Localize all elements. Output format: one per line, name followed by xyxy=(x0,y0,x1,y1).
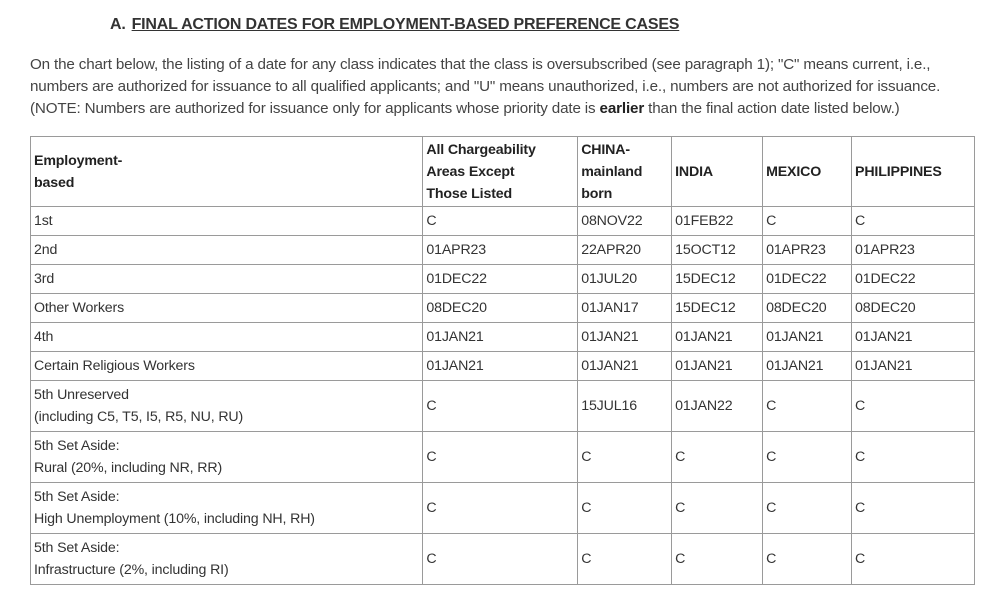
header-china: CHINA- mainland born xyxy=(578,137,672,207)
date-cell-mexico: C xyxy=(763,207,852,236)
category-line: 5th Set Aside: xyxy=(34,489,120,505)
table-row xyxy=(31,483,975,534)
date-cell-mexico: 01JAN21 xyxy=(763,323,852,352)
date-cell-india: C xyxy=(672,432,763,483)
date-cell-mexico: 01APR23 xyxy=(763,236,852,265)
final-action-dates-table xyxy=(30,136,975,585)
section-heading xyxy=(110,16,679,34)
intro-text-part1: On the chart below, the listing of a date for any class indicates that the class is oversubscribed (see paragraph 1); "C" means current, i.e., numbers are authorized for issuance to all qualified applicants; and "U" means unauthorized, i.e., numbers are not authorized for issuance. (NOTE: Numbers are authorized for issuance only for applicants whose priority date is xyxy=(30,56,941,117)
table-row xyxy=(31,265,975,294)
date-cell-mexico: C xyxy=(763,432,852,483)
category-line: 4th xyxy=(34,329,54,345)
date-cell-mexico: C xyxy=(763,483,852,534)
category-cell xyxy=(31,534,423,585)
date-cell-philippines: C xyxy=(852,432,975,483)
table-row xyxy=(31,381,975,432)
date-cell-india: 01JAN21 xyxy=(672,352,763,381)
category-cell xyxy=(31,294,423,323)
table-body xyxy=(31,207,975,585)
date-cell-china: 22APR20 xyxy=(578,236,672,265)
category-line: 5th Unreserved xyxy=(34,387,129,403)
category-line: High Unemployment (10%, including NH, RH) xyxy=(34,511,315,527)
date-cell-china: C xyxy=(578,483,672,534)
table-row xyxy=(31,236,975,265)
category-line: (including C5, T5, I5, R5, NU, RU) xyxy=(34,409,244,425)
date-cell-mexico: 08DEC20 xyxy=(763,294,852,323)
category-cell xyxy=(31,236,423,265)
date-cell-philippines: C xyxy=(852,207,975,236)
category-line: Rural (20%, including NR, RR) xyxy=(34,460,223,476)
category-line: Infrastructure (2%, including RI) xyxy=(34,562,229,578)
date-cell-all: 01JAN21 xyxy=(423,323,578,352)
date-cell-philippines: 01JAN21 xyxy=(852,323,975,352)
category-line: 5th Set Aside: xyxy=(34,438,120,454)
date-cell-china: 01JAN21 xyxy=(578,352,672,381)
date-cell-all: C xyxy=(423,534,578,585)
category-cell xyxy=(31,352,423,381)
date-cell-india: 01JAN21 xyxy=(672,323,763,352)
date-cell-all: C xyxy=(423,483,578,534)
date-cell-all: C xyxy=(423,207,578,236)
date-cell-philippines: C xyxy=(852,381,975,432)
date-cell-china: 08NOV22 xyxy=(578,207,672,236)
table-row xyxy=(31,352,975,381)
date-cell-mexico: 01JAN21 xyxy=(763,352,852,381)
date-cell-all: 01JAN21 xyxy=(423,352,578,381)
date-cell-india: 15DEC12 xyxy=(672,294,763,323)
date-cell-all: C xyxy=(423,381,578,432)
date-cell-china: 01JAN17 xyxy=(578,294,672,323)
date-cell-all: 01DEC22 xyxy=(423,265,578,294)
date-cell-mexico: 01DEC22 xyxy=(763,265,852,294)
date-cell-india: 01JAN22 xyxy=(672,381,763,432)
date-cell-philippines: 01DEC22 xyxy=(852,265,975,294)
header-all-chargeability: All Chargeability Areas Except Those Listed xyxy=(423,137,578,207)
header-row xyxy=(31,137,975,207)
date-cell-india: 01FEB22 xyxy=(672,207,763,236)
date-cell-philippines: C xyxy=(852,483,975,534)
table-row xyxy=(31,432,975,483)
table-row xyxy=(31,534,975,585)
date-cell-china: 01JAN21 xyxy=(578,323,672,352)
date-cell-all: 08DEC20 xyxy=(423,294,578,323)
category-line: 1st xyxy=(34,213,53,229)
section-prefix: A. xyxy=(110,16,126,33)
date-cell-mexico: C xyxy=(763,534,852,585)
date-cell-all: C xyxy=(423,432,578,483)
section-title: FINAL ACTION DATES FOR EMPLOYMENT-BASED PREFERENCE CASES xyxy=(131,16,680,33)
intro-paragraph xyxy=(30,54,980,120)
category-line: Other Workers xyxy=(34,300,125,316)
header-philippines: PHILIPPINES xyxy=(852,137,975,207)
date-cell-philippines: 01APR23 xyxy=(852,236,975,265)
date-cell-philippines: 01JAN21 xyxy=(852,352,975,381)
date-cell-mexico: C xyxy=(763,381,852,432)
category-cell xyxy=(31,207,423,236)
table-row xyxy=(31,323,975,352)
header-india: INDIA xyxy=(672,137,763,207)
category-cell xyxy=(31,323,423,352)
category-line: 2nd xyxy=(34,242,58,258)
date-cell-china: C xyxy=(578,432,672,483)
category-line: 5th Set Aside: xyxy=(34,540,120,556)
date-cell-india: C xyxy=(672,534,763,585)
date-cell-india: 15OCT12 xyxy=(672,236,763,265)
date-cell-india: C xyxy=(672,483,763,534)
date-cell-all: 01APR23 xyxy=(423,236,578,265)
intro-text-part2: than the final action date listed below.) xyxy=(644,100,900,117)
date-cell-china: C xyxy=(578,534,672,585)
category-cell xyxy=(31,381,423,432)
date-cell-philippines: C xyxy=(852,534,975,585)
table-row xyxy=(31,294,975,323)
date-cell-china: 01JUL20 xyxy=(578,265,672,294)
table-row xyxy=(31,207,975,236)
intro-bold-earlier: earlier xyxy=(599,100,645,117)
category-cell xyxy=(31,265,423,294)
header-mexico: MEXICO xyxy=(763,137,852,207)
category-cell xyxy=(31,483,423,534)
category-line: 3rd xyxy=(34,271,55,287)
header-employment-based: Employment- based xyxy=(31,137,423,207)
date-cell-china: 15JUL16 xyxy=(578,381,672,432)
date-cell-india: 15DEC12 xyxy=(672,265,763,294)
category-cell xyxy=(31,432,423,483)
date-cell-philippines: 08DEC20 xyxy=(852,294,975,323)
category-line: Certain Religious Workers xyxy=(34,358,195,374)
